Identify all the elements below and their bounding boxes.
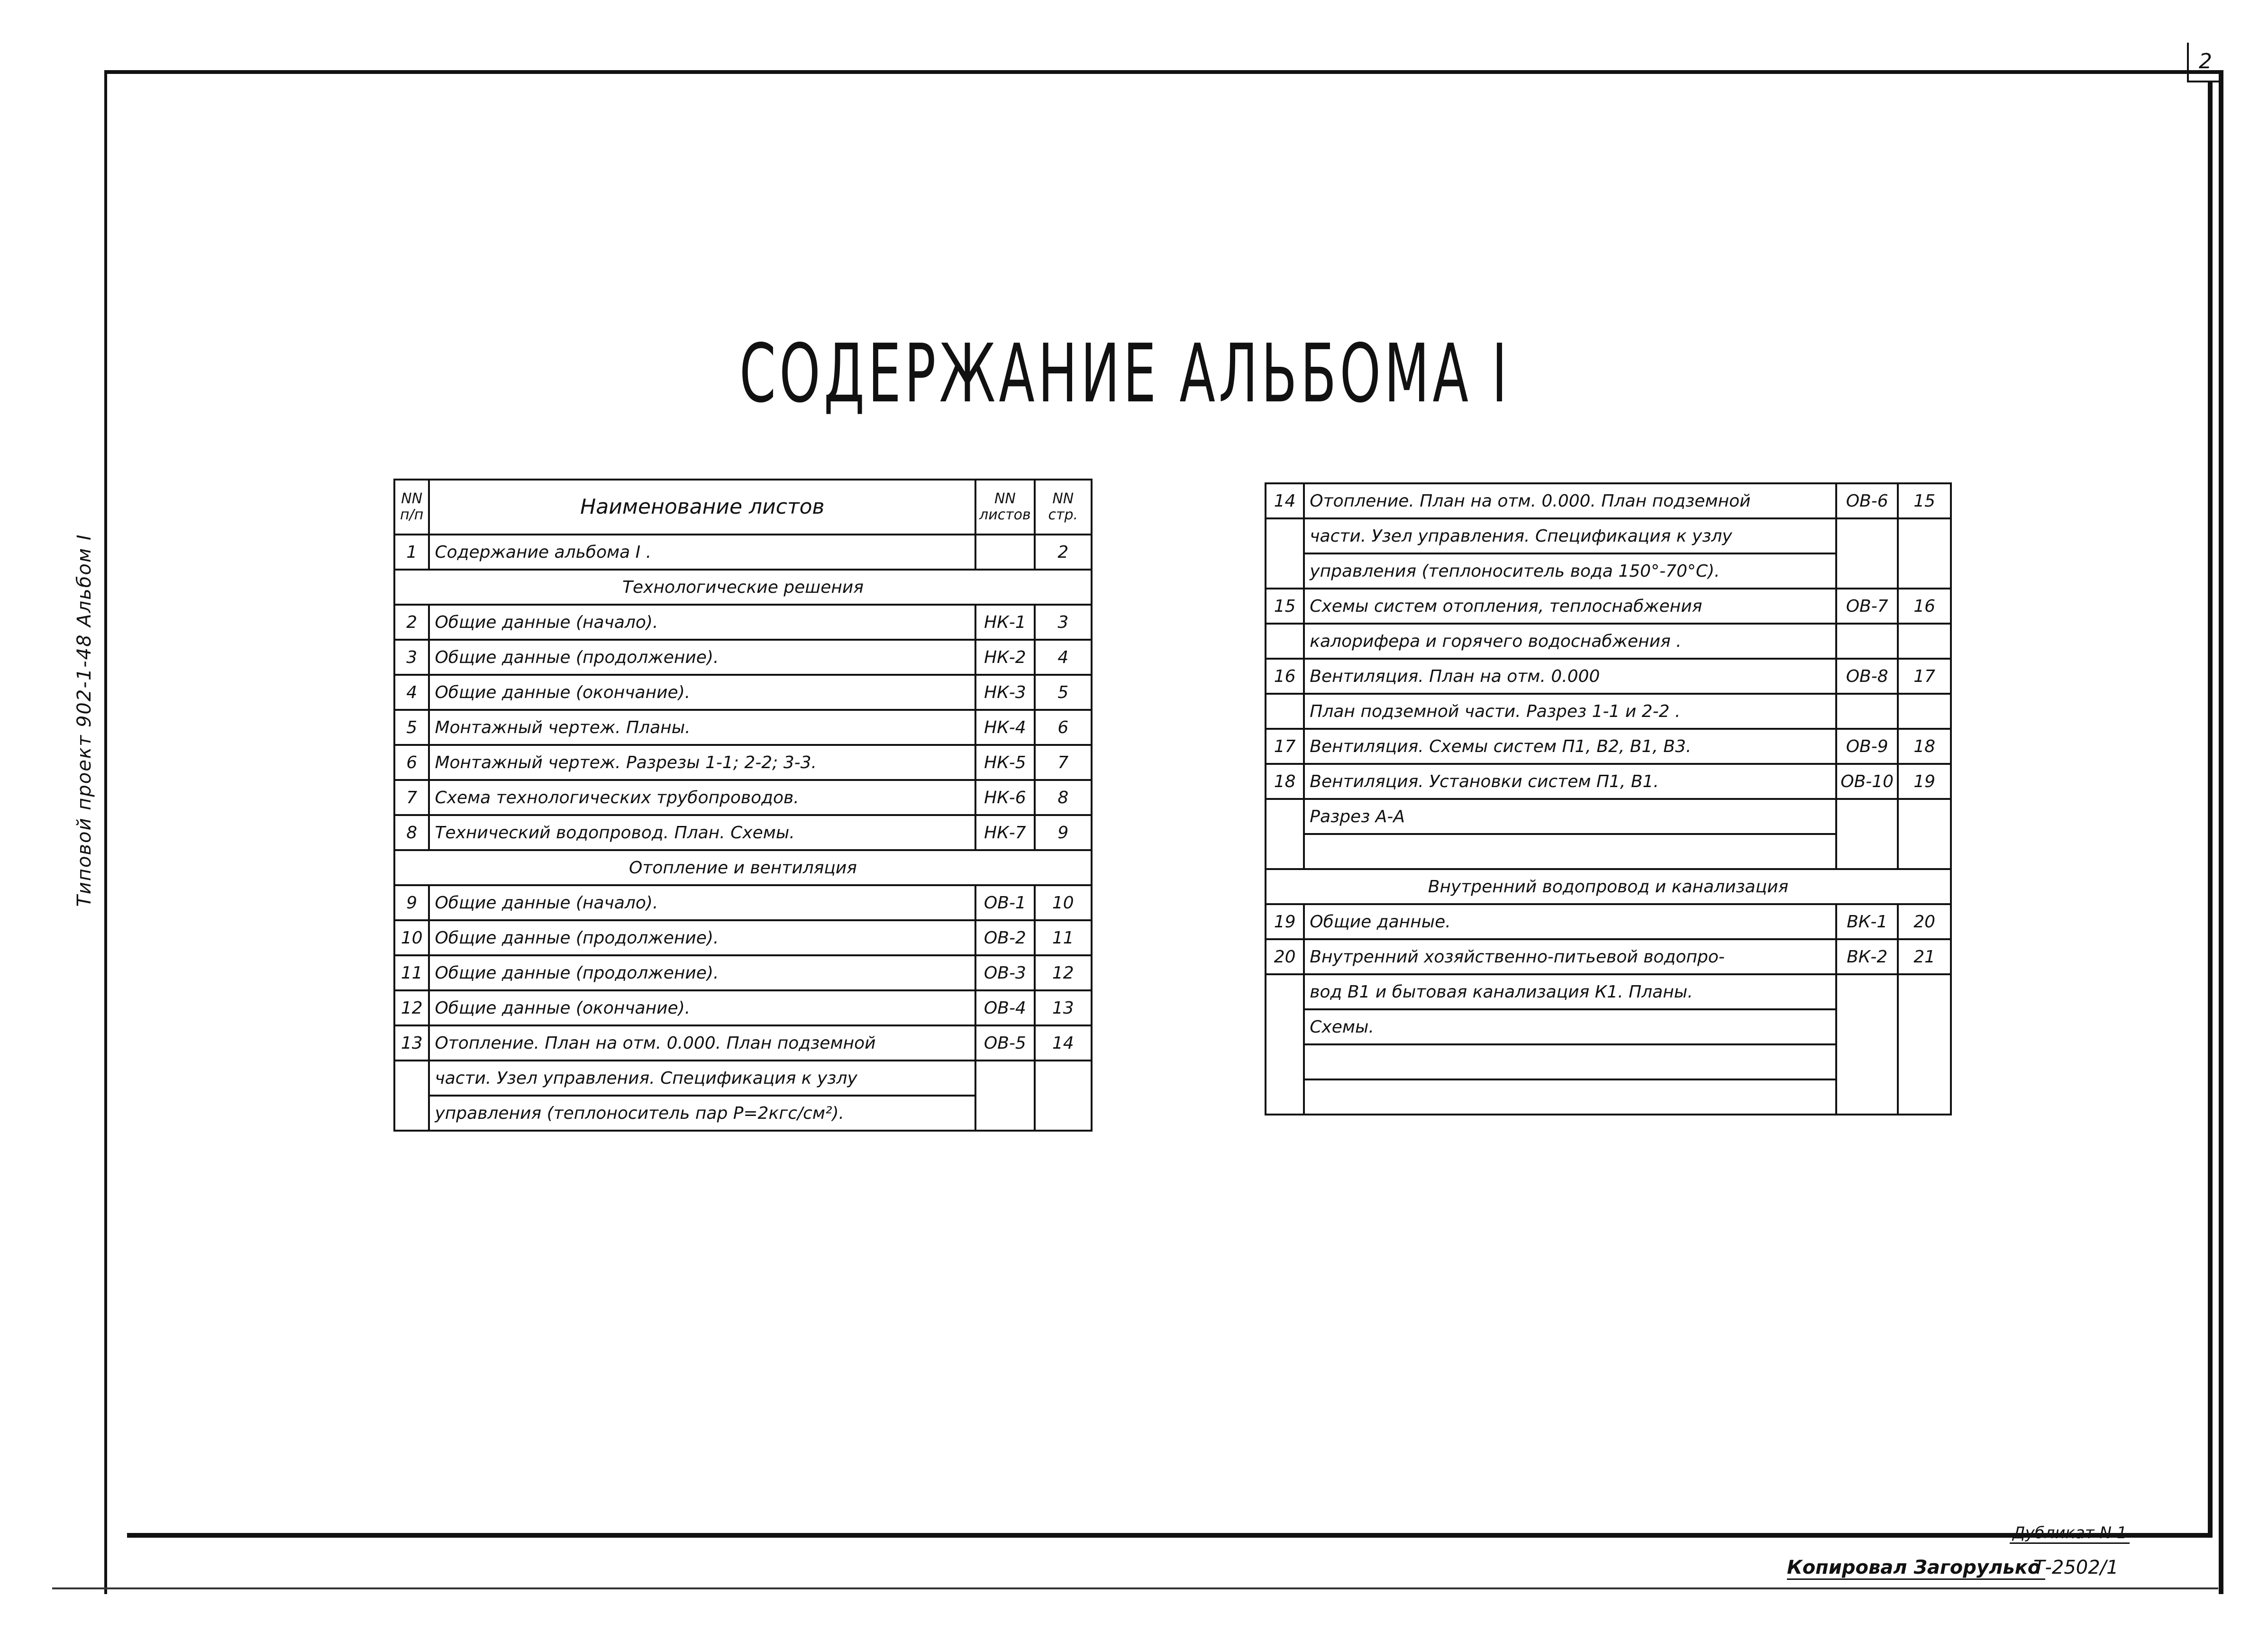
table-row bbox=[394, 920, 1092, 955]
table-row bbox=[394, 885, 1092, 920]
section-title: Технологические решения bbox=[394, 570, 1092, 605]
table-row-continuation bbox=[1266, 974, 1951, 1009]
table-row-continuation bbox=[394, 1061, 1092, 1096]
row-page-number: 14 bbox=[1035, 1025, 1092, 1061]
row-sheet-code: ОВ-5 bbox=[975, 1025, 1034, 1061]
table-row bbox=[1266, 483, 1951, 518]
row-sheet-name: Схемы. bbox=[1304, 1009, 1836, 1044]
row-page-number: 9 bbox=[1035, 815, 1092, 850]
row-number: 5 bbox=[394, 710, 429, 745]
row-sheet-code: ОВ-9 bbox=[1836, 729, 1898, 764]
row-sheet-name: Общие данные (окончание). bbox=[429, 990, 975, 1025]
row-sheet-code: ОВ-8 bbox=[1836, 659, 1898, 694]
row-number: 1 bbox=[394, 535, 429, 570]
duplicate-stamp: Дубликат N 1 bbox=[2010, 1523, 2130, 1544]
side-project-label: Типовой проект 902-1-48 Альбом I bbox=[73, 534, 95, 907]
row-number bbox=[1266, 799, 1304, 834]
row-sheet-name: Общие данные (окончание). bbox=[429, 675, 975, 710]
row-number: 13 bbox=[394, 1025, 429, 1061]
sheet-number: 2 bbox=[2187, 43, 2222, 82]
row-page-number bbox=[1898, 1044, 1951, 1079]
row-sheet-name: Монтажный чертеж. Разрезы 1-1; 2-2; 3-3. bbox=[429, 745, 975, 780]
row-sheet-code: ОВ-1 bbox=[975, 885, 1034, 920]
row-sheet-code: ВК-2 bbox=[1836, 939, 1898, 974]
row-page-number bbox=[1898, 974, 1951, 1009]
table-row-continuation bbox=[1266, 553, 1951, 589]
row-sheet-code: ОВ-6 bbox=[1836, 483, 1898, 518]
row-page-number: 19 bbox=[1898, 764, 1951, 799]
row-sheet-name bbox=[1304, 1044, 1836, 1079]
table-row-continuation bbox=[1266, 518, 1951, 553]
table-row-continuation bbox=[394, 1096, 1092, 1131]
row-sheet-name: Отопление. План на отм. 0.000. План подземной bbox=[1304, 483, 1836, 518]
row-page-number: 15 bbox=[1898, 483, 1951, 518]
row-page-number: 4 bbox=[1035, 640, 1092, 675]
row-sheet-name: калорифера и горячего водоснабжения . bbox=[1304, 624, 1836, 659]
table-row bbox=[394, 990, 1092, 1025]
table-row bbox=[1266, 589, 1951, 624]
row-number: 14 bbox=[1266, 483, 1304, 518]
row-sheet-code: ОВ-3 bbox=[975, 955, 1034, 990]
row-sheet-name: Вентиляция. План на отм. 0.000 bbox=[1304, 659, 1836, 694]
table-row-continuation bbox=[1266, 624, 1951, 659]
row-sheet-code bbox=[975, 535, 1034, 570]
row-sheet-code bbox=[1836, 834, 1898, 869]
row-sheet-code: ОВ-7 bbox=[1836, 589, 1898, 624]
row-sheet-name: Вентиляция. Установки систем П1, В1. bbox=[1304, 764, 1836, 799]
row-sheet-code: НК-6 bbox=[975, 780, 1034, 815]
row-page-number: 21 bbox=[1898, 939, 1951, 974]
row-page-number: 2 bbox=[1035, 535, 1092, 570]
row-sheet-code: НК-4 bbox=[975, 710, 1034, 745]
row-page-number bbox=[1898, 518, 1951, 553]
row-sheet-name: управления (теплоноситель вода 150°-70°С). bbox=[1304, 553, 1836, 589]
row-page-number: 17 bbox=[1898, 659, 1951, 694]
row-sheet-name: План подземной части. Разрез 1-1 и 2-2 . bbox=[1304, 694, 1836, 729]
table-row bbox=[394, 745, 1092, 780]
row-page-number: 3 bbox=[1035, 605, 1092, 640]
row-sheet-code bbox=[1836, 1079, 1898, 1115]
contents-table-left-body bbox=[394, 535, 1092, 1131]
row-number bbox=[1266, 518, 1304, 553]
row-number bbox=[1266, 974, 1304, 1009]
section-title: Внутренний водопровод и канализация bbox=[1266, 869, 1951, 904]
row-sheet-name bbox=[1304, 1079, 1836, 1115]
header-num: NN п/п bbox=[394, 480, 429, 535]
row-number: 10 bbox=[394, 920, 429, 955]
row-sheet-code bbox=[975, 1061, 1034, 1096]
table-row bbox=[394, 640, 1092, 675]
row-sheet-code bbox=[1836, 518, 1898, 553]
section-row bbox=[394, 850, 1092, 885]
row-number: 6 bbox=[394, 745, 429, 780]
row-sheet-code: ВК-1 bbox=[1836, 904, 1898, 939]
row-page-number bbox=[1898, 694, 1951, 729]
row-sheet-code: НК-3 bbox=[975, 675, 1034, 710]
table-row-continuation bbox=[1266, 834, 1951, 869]
copied-by-stamp: Копировал Загорулько bbox=[1787, 1557, 2045, 1580]
row-page-number: 7 bbox=[1035, 745, 1092, 780]
row-sheet-code: НК-5 bbox=[975, 745, 1034, 780]
row-sheet-name: Общие данные (продолжение). bbox=[429, 920, 975, 955]
section-row bbox=[1266, 869, 1951, 904]
header-page: NN стр. bbox=[1035, 480, 1092, 535]
section-row bbox=[394, 570, 1092, 605]
row-sheet-code: НК-7 bbox=[975, 815, 1034, 850]
row-number bbox=[1266, 834, 1304, 869]
row-page-number: 20 bbox=[1898, 904, 1951, 939]
row-page-number: 11 bbox=[1035, 920, 1092, 955]
contents-table-right-body bbox=[1266, 483, 1951, 1115]
row-number: 17 bbox=[1266, 729, 1304, 764]
row-page-number: 18 bbox=[1898, 729, 1951, 764]
row-sheet-code: ОВ-10 bbox=[1836, 764, 1898, 799]
row-page-number: 13 bbox=[1035, 990, 1092, 1025]
row-page-number: 12 bbox=[1035, 955, 1092, 990]
page-title: СОДЕРЖАНИЕ АЛЬБОМА I bbox=[739, 327, 1511, 421]
row-page-number bbox=[1898, 1009, 1951, 1044]
row-sheet-code bbox=[975, 1096, 1034, 1131]
row-number bbox=[1266, 1009, 1304, 1044]
table-row-continuation bbox=[1266, 1079, 1951, 1115]
table-row-continuation bbox=[1266, 799, 1951, 834]
table-row bbox=[394, 955, 1092, 990]
row-page-number bbox=[1035, 1061, 1092, 1096]
row-page-number bbox=[1898, 553, 1951, 589]
row-sheet-name: Вентиляция. Схемы систем П1, В2, В1, В3. bbox=[1304, 729, 1836, 764]
table-row bbox=[394, 535, 1092, 570]
row-sheet-name: Содержание альбома I . bbox=[429, 535, 975, 570]
row-number: 11 bbox=[394, 955, 429, 990]
header-name: Наименование листов bbox=[429, 480, 975, 535]
table-row bbox=[394, 710, 1092, 745]
row-number: 16 bbox=[1266, 659, 1304, 694]
row-number: 15 bbox=[1266, 589, 1304, 624]
section-title: Отопление и вентиляция bbox=[394, 850, 1092, 885]
row-sheet-name: Отопление. План на отм. 0.000. План подземной bbox=[429, 1025, 975, 1061]
row-number: 9 bbox=[394, 885, 429, 920]
row-sheet-name: Общие данные (продолжение). bbox=[429, 640, 975, 675]
row-sheet-code bbox=[1836, 624, 1898, 659]
table-row bbox=[1266, 764, 1951, 799]
table-row-continuation bbox=[1266, 1009, 1951, 1044]
row-number: 4 bbox=[394, 675, 429, 710]
row-sheet-code bbox=[1836, 1044, 1898, 1079]
row-number: 8 bbox=[394, 815, 429, 850]
row-sheet-code: НК-1 bbox=[975, 605, 1034, 640]
row-page-number: 10 bbox=[1035, 885, 1092, 920]
row-page-number bbox=[1898, 1079, 1951, 1115]
row-sheet-code: ОВ-2 bbox=[975, 920, 1034, 955]
row-sheet-name: Общие данные (начало). bbox=[429, 885, 975, 920]
table-row bbox=[1266, 939, 1951, 974]
row-sheet-name: Технический водопровод. План. Схемы. bbox=[429, 815, 975, 850]
row-page-number: 16 bbox=[1898, 589, 1951, 624]
row-number: 3 bbox=[394, 640, 429, 675]
row-page-number bbox=[1898, 799, 1951, 834]
table-row bbox=[394, 1025, 1092, 1061]
row-sheet-name: управления (теплоноситель пар Р=2кгс/см²). bbox=[429, 1096, 975, 1131]
row-number bbox=[1266, 553, 1304, 589]
row-number: 2 bbox=[394, 605, 429, 640]
row-sheet-name: Схемы систем отопления, теплоснабжения bbox=[1304, 589, 1836, 624]
table-row bbox=[1266, 729, 1951, 764]
row-page-number bbox=[1898, 834, 1951, 869]
document-code: Т-2502/1 bbox=[2033, 1557, 2119, 1578]
row-sheet-code bbox=[1836, 799, 1898, 834]
row-number: 12 bbox=[394, 990, 429, 1025]
row-number bbox=[394, 1096, 429, 1131]
row-number bbox=[1266, 624, 1304, 659]
row-sheet-name: Монтажный чертеж. Планы. bbox=[429, 710, 975, 745]
row-sheet-name: Разрез А-А bbox=[1304, 799, 1836, 834]
sheet-bottom-line bbox=[52, 1587, 2218, 1589]
table-row-continuation bbox=[1266, 694, 1951, 729]
row-page-number: 8 bbox=[1035, 780, 1092, 815]
table-row bbox=[394, 780, 1092, 815]
row-sheet-name: Общие данные (начало). bbox=[429, 605, 975, 640]
table-row bbox=[394, 605, 1092, 640]
table-header-row bbox=[394, 480, 1092, 535]
row-sheet-code bbox=[1836, 974, 1898, 1009]
table-row bbox=[1266, 659, 1951, 694]
row-sheet-name: части. Узел управления. Спецификация к узлу bbox=[1304, 518, 1836, 553]
header-code: NN листов bbox=[975, 480, 1034, 535]
row-number bbox=[1266, 1079, 1304, 1115]
table-row bbox=[1266, 904, 1951, 939]
row-sheet-code: ОВ-4 bbox=[975, 990, 1034, 1025]
contents-table-left bbox=[393, 479, 1093, 1132]
row-page-number bbox=[1035, 1096, 1092, 1131]
row-page-number: 6 bbox=[1035, 710, 1092, 745]
row-number bbox=[394, 1061, 429, 1096]
row-sheet-code bbox=[1836, 1009, 1898, 1044]
table-row bbox=[394, 815, 1092, 850]
table-row-continuation bbox=[1266, 1044, 1951, 1079]
contents-table-right bbox=[1265, 482, 1952, 1115]
row-sheet-code: НК-2 bbox=[975, 640, 1034, 675]
row-number: 20 bbox=[1266, 939, 1304, 974]
row-page-number bbox=[1898, 624, 1951, 659]
row-sheet-name: Общие данные (продолжение). bbox=[429, 955, 975, 990]
row-sheet-name: части. Узел управления. Спецификация к узлу bbox=[429, 1061, 975, 1096]
row-sheet-name: вод В1 и бытовая канализация К1. Планы. bbox=[1304, 974, 1836, 1009]
row-sheet-name bbox=[1304, 834, 1836, 869]
row-number: 18 bbox=[1266, 764, 1304, 799]
row-page-number: 5 bbox=[1035, 675, 1092, 710]
row-sheet-name: Общие данные. bbox=[1304, 904, 1836, 939]
row-sheet-code bbox=[1836, 553, 1898, 589]
row-sheet-name: Внутренний хозяйственно-питьевой водопро- bbox=[1304, 939, 1836, 974]
row-number: 7 bbox=[394, 780, 429, 815]
row-sheet-name: Схема технологических трубопроводов. bbox=[429, 780, 975, 815]
table-row bbox=[394, 675, 1092, 710]
row-number bbox=[1266, 694, 1304, 729]
row-number: 19 bbox=[1266, 904, 1304, 939]
row-sheet-code bbox=[1836, 694, 1898, 729]
row-number bbox=[1266, 1044, 1304, 1079]
